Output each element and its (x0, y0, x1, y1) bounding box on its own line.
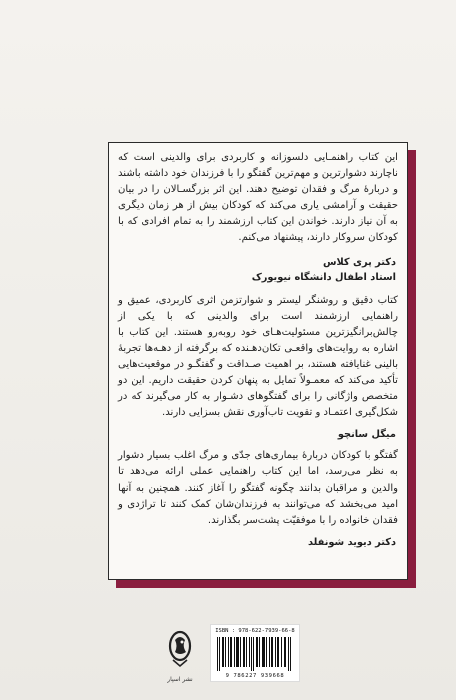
publisher-logo (165, 630, 195, 688)
review-1-author: دکتر پری کلاس (322, 256, 396, 268)
review-2-signature (118, 427, 398, 442)
barcode-digits: 9 786227 939668 (225, 673, 285, 679)
review-1-signature (118, 255, 398, 285)
publisher-name: نشر اسپار (167, 676, 193, 683)
review-3-signature (118, 535, 398, 550)
review-2-text: کتاب دقیق و روشنگر لیستر و شوارتزمن اثری کاربردی، عمیق و راهنمایی ارزشمند است برای والدینی که با یکی از چالش‌برانگیزترین مسئولیت‌هـای خود روبه‌رو هستند. این کتاب با اشاره به روایت‌های واقعـی تکان‌دهـنده که برگرفته از دهـه‌ها تجربهٔ بالینی غنایافته هستند، بر اهمیت صـداقت و گفتگـو در موقعیت‌هایی تأکید می‌کند که معمـولاً تمایل به پنهان کردن حقیقت داریم. این دو متخصص واژگانی را برای گفتگوهای دشـوار به کار می‌گیرند که در شکل‌گیری اعتمـاد و تقویت تاب‌آوری نقش بسزایی دارند. (118, 294, 398, 419)
barcode (210, 624, 300, 682)
review-1-affiliation: استاد اطفال دانشگاه نیویورک (251, 271, 396, 283)
reviews-content (118, 150, 398, 550)
review-2-author: میگل سانچو (337, 429, 396, 441)
review-3-text: گفتگو با کودکان دربارهٔ بیماری‌های جدّی و مرگ اغلب بسیار دشوار به نظر می‌رسد، اما این کتاب راهنمایی عملی ارائه می‌دهد تا والدین و مراقبان بدانند چگونه گفتگو را آغاز کنند. همچنین به آنها امید می‌بخشد که می‌توانند به فرزندان‌شان کمک کنند تا تراژدی و فقدان خانواده را با موفقیّت پشت‌سر بگذارند. (118, 450, 398, 526)
publisher-logo-icon (167, 630, 193, 670)
review-1-text: این کتاب راهنمـایی دلسوزانه و کاربردی برای والدینی است که ناچارند دشوارترین و مهم‌ترین گفتگو را با فرزندان خود داشته باشند و دربارهٔ مرگ و فقدان توضیح دهند. این اثر بزرگسـالان را در بیان حقیقت و آرامشی یاری می‌کند که کودکان بیش از هر زمان دیگری به آن نیاز دارند. خواندن این کتاب ارزشمند را به تمام افرادی که با کودکان سروکار دارند، پیشنهاد می‌کنم. (118, 152, 398, 244)
review-3-author: دکتر دیوید شونفلد (308, 536, 396, 548)
isbn-text: ISBN : 978-622-7939-66-8 (215, 628, 295, 634)
